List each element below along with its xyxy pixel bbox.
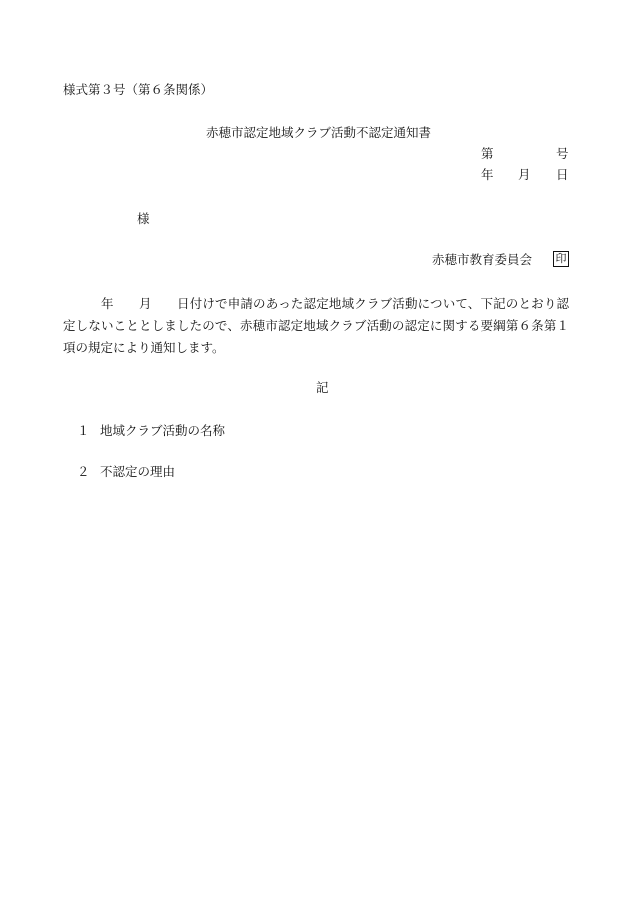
doc-number-prefix: 第 [481, 146, 494, 161]
recipient-suffix: 様 [137, 211, 150, 226]
item-1-number: １ [77, 423, 90, 438]
date-month: 月 [518, 167, 531, 182]
form-number: 様式第３号（第６条関係） [63, 82, 214, 97]
item-1-label: 地域クラブ活動の名称 [100, 423, 226, 438]
issuer-name: 赤穂市教育委員会 [432, 252, 533, 267]
seal-box: 印 [553, 251, 569, 267]
item-2-label: 不認定の理由 [100, 464, 176, 479]
document-title: 赤穂市認定地域クラブ活動不認定通知書 [206, 125, 432, 140]
notice-body: 年 月 日付けで申請のあった認定地域クラブ活動について、下記のとおり認定しないこととしましたので、赤穂市認定地域クラブ活動の認定に関する要綱第６条第１項の規定により通知します。 [63, 296, 569, 355]
ki-heading: 記 [316, 380, 329, 395]
doc-number-suffix: 号 [556, 146, 569, 161]
date-day: 日 [556, 167, 569, 182]
item-2-number: ２ [77, 464, 90, 479]
date-year: 年 [481, 167, 494, 182]
